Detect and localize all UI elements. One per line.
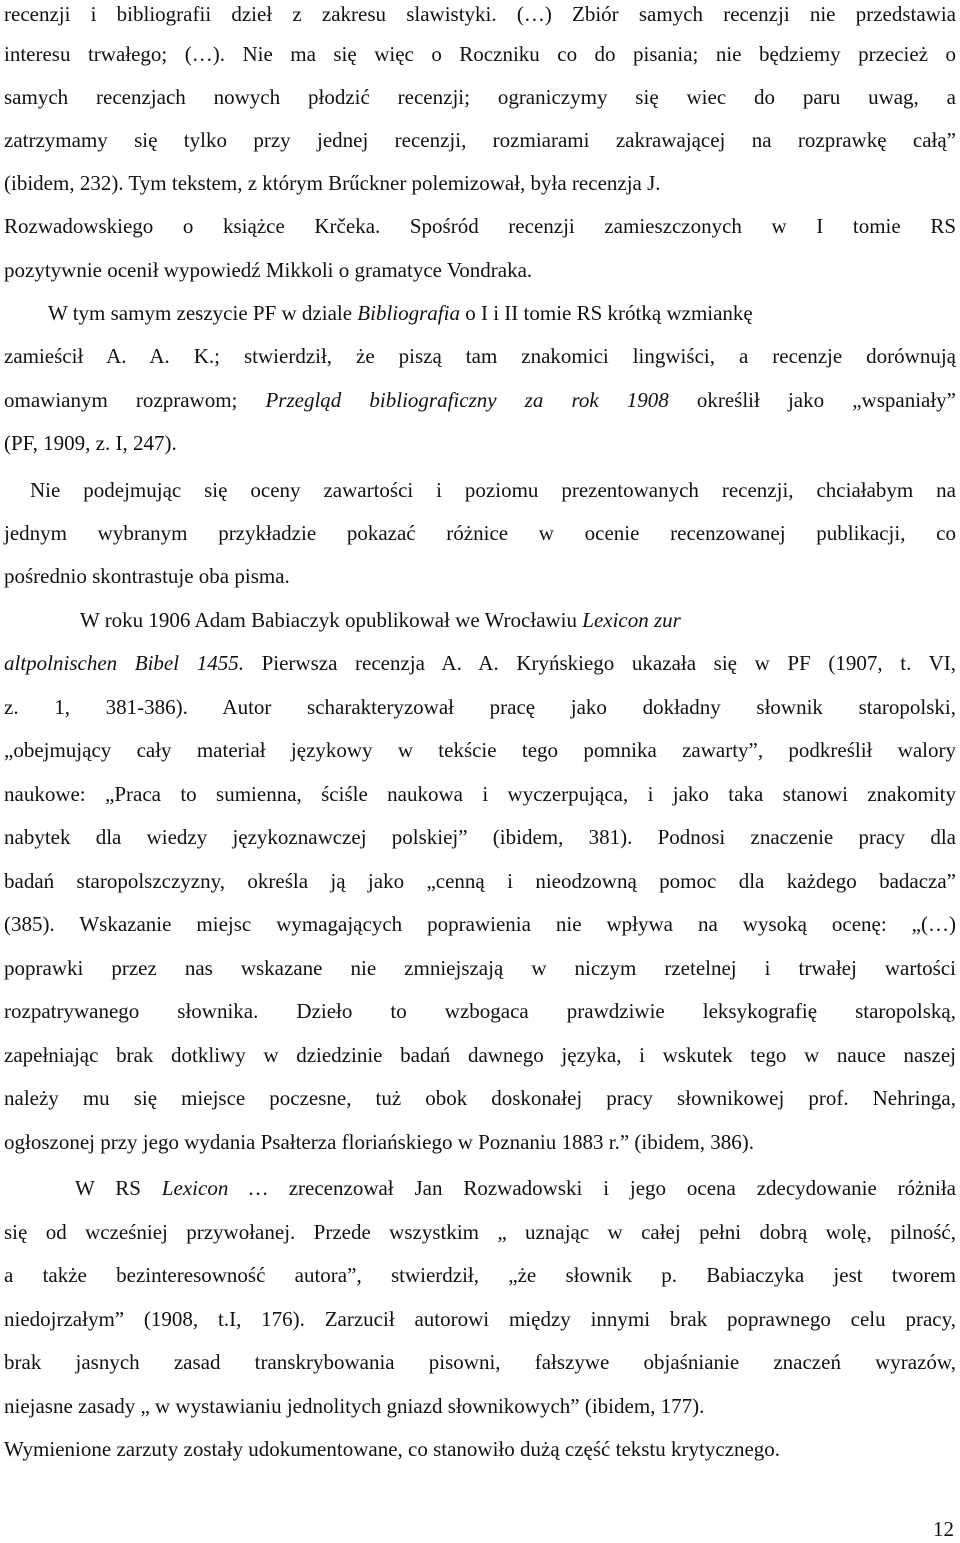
- text-line: rozpatrywanego słownika. Dzieło to wzbogaca prawdziwie leksykografię staropolską,: [4, 999, 956, 1023]
- text-line: [48, 299, 956, 327]
- text-line: zamieścił A. A. K.; stwierdził, że piszą tam znakomici lingwiści, a recenzje dorównują: [4, 344, 956, 368]
- text-line: poprawki przez nas wskazane nie zmniejszają w niczym rzetelnej i trwałej wartości: [4, 956, 956, 980]
- text-line: [4, 386, 956, 414]
- text-line: [4, 649, 956, 677]
- text-run: zrecenzował Jan Rozwadowski i jego ocena zdecydowanie różniła: [267, 1176, 956, 1200]
- text-line: (ibidem, 232). Tym tekstem, z którym Brűckner polemizował, była recenzja J.: [4, 171, 661, 195]
- text-line: niedojrzałym” (1908, t.I, 176). Zarzucił autorowi między innymi brak poprawnego celu pracy,: [4, 1307, 956, 1331]
- text-line: pozytywnie ocenił wypowiedź Mikkoli o gramatyce Vondraka.: [4, 258, 533, 282]
- text-line: [80, 606, 956, 634]
- text-line: ogłoszonej przy jego wydania Psałterza floriańskiego w Poznaniu 1883 r.” (ibidem, 386).: [4, 1130, 754, 1154]
- text-line: brak jasnych zasad transkrybowania pisowni, fałszywe objaśnianie znaczeń wyrazów,: [4, 1350, 956, 1374]
- italic-title: altpolnischen Bibel 1455.: [4, 651, 244, 675]
- text-line: pośrednio skontrastuje oba pisma.: [4, 564, 290, 588]
- page-number: 12: [933, 1517, 954, 1541]
- text-run: omawianym rozprawom;: [4, 388, 266, 412]
- text-run: o I i II tomie RS krótką wzmiankę: [459, 301, 753, 325]
- text-line: jednym wybranym przykładzie pokazać różnice w ocenie recenzowanej publikacji, co: [4, 521, 956, 545]
- text-line: z. 1, 381-386). Autor scharakteryzował pracę jako dokładny słownik staropolski,: [4, 695, 956, 719]
- text-line: naukowe: „Praca to sumienna, ściśle naukowa i wyczerpująca, i jako taka stanowi znakomity: [4, 782, 956, 806]
- text-line: (PF, 1909, z. I, 247).: [4, 431, 177, 455]
- text-line: [75, 1174, 956, 1202]
- italic-title: Lexicon zur: [582, 608, 681, 632]
- text-line: nabytek dla wiedzy językoznawczej polskiej” (ibidem, 381). Podnosi znaczenie pracy dla: [4, 825, 956, 849]
- text-line: „obejmujący cały materiał językowy w tekście tego pomnika zawarty”, podkreślił walory: [4, 738, 956, 762]
- text-line: Rozwadowskiego o książce Krčeka. Spośród recenzji zamieszczonych w I tomie RS: [4, 214, 956, 238]
- italic-title: Bibliografia: [357, 301, 460, 325]
- text-line: interesu trwałego; (…). Nie ma się więc o Roczniku co do pisania; nie będziemy przecież o: [4, 42, 956, 66]
- italic-title: Przegląd bibliograficzny za rok 1908: [265, 388, 669, 412]
- text-line: badań staropolszczyzny, określa ją jako „cenną i nieodzowną pomoc dla każdego badacza”: [4, 869, 956, 893]
- text-line: zapełniając brak dotkliwy w dziedzinie badań dawnego języka, i wskutek tego w nauce naszej: [4, 1043, 956, 1067]
- text-line: należy mu się miejsce poczesne, tuż obok doskonałej pracy słownikowej prof. Nehringa,: [4, 1086, 956, 1110]
- text-line: Wymienione zarzuty zostały udokumentowane, co stanowiło dużą część tekstu krytycznego.: [4, 1437, 781, 1461]
- italic-title: Lexicon …: [161, 1176, 268, 1200]
- text-line: zatrzymamy się tylko przy jednej recenzji, rozmiarami zakrawającej na rozprawkę całą”: [4, 128, 956, 152]
- text-run: określił jako „wspaniały”: [668, 388, 957, 412]
- text-line: (385). Wskazanie miejsc wymagających poprawienia nie wpływa na wysoką ocenę: „(…): [4, 912, 956, 936]
- text-run: W tym samym zeszycie PF w dziale: [48, 301, 358, 325]
- text-line: samych recenzjach nowych płodzić recenzji; ograniczymy się wiec do paru uwag, a: [4, 85, 956, 109]
- text-line: a także bezinteresowność autora”, stwierdził, „że słownik p. Babiaczyka jest tworem: [4, 1263, 956, 1287]
- text-run: W roku 1906 Adam Babiaczyk opublikował we Wrocławiu: [80, 608, 583, 632]
- text-run: Pierwsza recenzja A. A. Kryńskiego ukazała się w PF (1907, t. VI,: [243, 651, 956, 675]
- text-line: niejasne zasady „ w wystawianiu jednolitych gniazd słownikowych” (ibidem, 177).: [4, 1394, 705, 1418]
- text-line: się od wcześniej przywołanej. Przede wszystkim „ uznając w całej pełni dobrą wolę, pilność,: [4, 1220, 956, 1244]
- text-line: recenzji i bibliografii dzieł z zakresu slawistyki. (…) Zbiór samych recenzji nie przedstawia: [4, 2, 956, 26]
- text-run: W RS: [75, 1176, 162, 1200]
- text-line: Nie podejmując się oceny zawartości i poziomu prezentowanych recenzji, chciałabym na: [30, 478, 956, 502]
